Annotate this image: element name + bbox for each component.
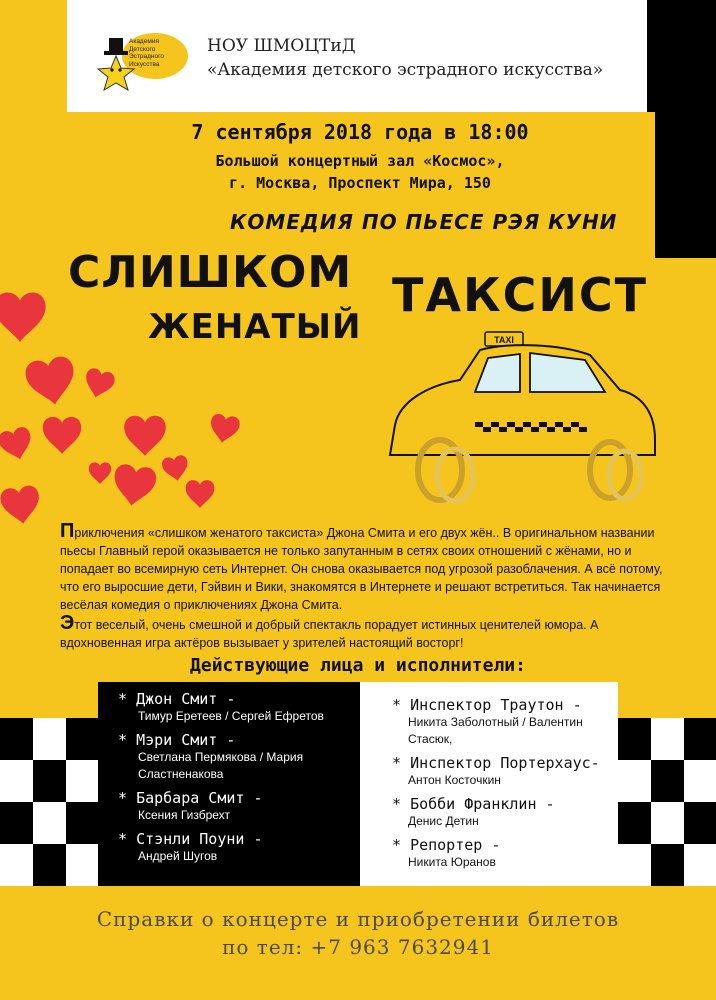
role-name: * Репортер -	[392, 836, 501, 854]
cast-heading: Действующие лица и исполнители:	[190, 655, 526, 676]
heart-icon	[43, 417, 81, 454]
checker-pattern-right	[618, 718, 716, 886]
organization-name	[207, 34, 603, 82]
actor-name: Андрей Шугов	[138, 849, 218, 863]
heart-icon	[161, 454, 191, 483]
corner-black-bar-edge	[647, 0, 657, 112]
role-name: * Стэнли Поуни -	[118, 830, 263, 848]
heart-icon	[124, 416, 166, 456]
actor-name: Денис Детин	[408, 814, 479, 828]
heart-icon	[89, 462, 111, 484]
cast-entry	[118, 830, 350, 865]
paragraph-text: риключения «слишком женатого таксиста» Джона Смита и его двух жён.. В оригинальном названии пьесы Главный герой оказывается не только запутанным в сетях своих отношений с жёнами, но и попадает во всемирную сеть Интернет. Он снова оказывается под угрозой разоблачения. А всё потому, что его выросшие дети, Гэйвин и Вики, знакомятся в Интернете и решают встретиться. Так начинается весёлая комедия о приключениях Джона Смита.	[60, 526, 663, 612]
event-venue: Большой концертный зал «Космос»,	[215, 152, 505, 170]
title-word-1: СЛИШКОМ	[68, 247, 353, 298]
role-name: * Джон Смит -	[118, 690, 236, 708]
drop-cap: П	[60, 520, 75, 542]
actor-name: Антон Косточкин	[408, 773, 501, 787]
heart-icon	[0, 293, 46, 342]
cast-list-right	[360, 682, 618, 886]
corner-black-bar	[655, 0, 716, 258]
play-description	[60, 522, 670, 652]
contact-info	[0, 905, 716, 961]
org-line-2: «Академия детского эстрадного искусства»	[207, 60, 604, 80]
actor-name: Тимур Еретеев / Сергей Ефретов	[138, 709, 324, 723]
heart-icon	[81, 367, 116, 401]
cast-entry	[392, 696, 608, 748]
drop-cap: Э	[60, 612, 75, 634]
role-name: * Барбара Смит -	[118, 789, 263, 807]
cast-entry	[392, 795, 608, 830]
heart-icon	[0, 425, 36, 463]
footer-phone[interactable]: по тел: +7 963 7632941	[222, 935, 494, 959]
description-paragraph-2	[60, 614, 670, 652]
role-name: * Бобби Франклин -	[392, 795, 555, 813]
actor-name: Светлана Пермякова / Мария Сластненакова	[138, 750, 304, 781]
actor-name: Ксения Гизбрехт	[138, 808, 231, 822]
taxi-sign-text: TAXI	[494, 335, 514, 345]
logo-text: Академия Детского Эстрадного Искусства	[129, 38, 164, 68]
play-subtitle: КОМЕДИЯ ПО ПЬЕСЕ РЭЯ КУНИ	[230, 210, 618, 234]
event-date: 7 сентября 2018 года в 18:00	[191, 120, 529, 144]
cast-entry	[392, 754, 608, 789]
checker-pattern-left	[0, 718, 98, 886]
heart-icon	[186, 480, 215, 508]
cast-entry	[392, 836, 608, 871]
footer-line-1: Справки о концерте и приобретении билетов	[96, 907, 620, 931]
role-name: * Инспектор Траутон -	[392, 696, 582, 714]
heart-icon	[0, 484, 42, 526]
title-word-2: ЖЕНАТЫЙ	[148, 307, 362, 347]
description-paragraph-1	[60, 522, 670, 614]
role-name: * Мэри Смит -	[118, 731, 236, 749]
hearts-illustration	[0, 290, 240, 530]
org-line-1: НОУ ШМОЦТиД	[207, 36, 356, 56]
heart-icon	[208, 413, 240, 445]
event-address: г. Москва, Проспект Мира, 150	[229, 174, 491, 192]
role-name: * Инспектор Портерхаус-	[392, 754, 600, 772]
heart-icon	[111, 463, 158, 509]
cast-entry	[118, 789, 350, 824]
heart-icon	[24, 355, 79, 409]
cast-list-left	[98, 682, 360, 886]
paragraph-text: тот веселый, очень смешной и добрый спектакль порадует истинных ценителей юмора. А вдохновенная игра актёров вызывает у зрителей настоящий восторг!	[60, 618, 599, 650]
title-word-3: ТАКСИСТ	[392, 268, 648, 322]
academy-logo	[95, 26, 195, 106]
taxi-illustration	[370, 330, 670, 520]
cast-entry	[118, 690, 350, 725]
cast-entry	[118, 731, 350, 783]
actor-name: Никита Заболотный / Валентин Стасюк,	[408, 715, 583, 746]
actor-name: Никита Юранов	[408, 855, 496, 869]
